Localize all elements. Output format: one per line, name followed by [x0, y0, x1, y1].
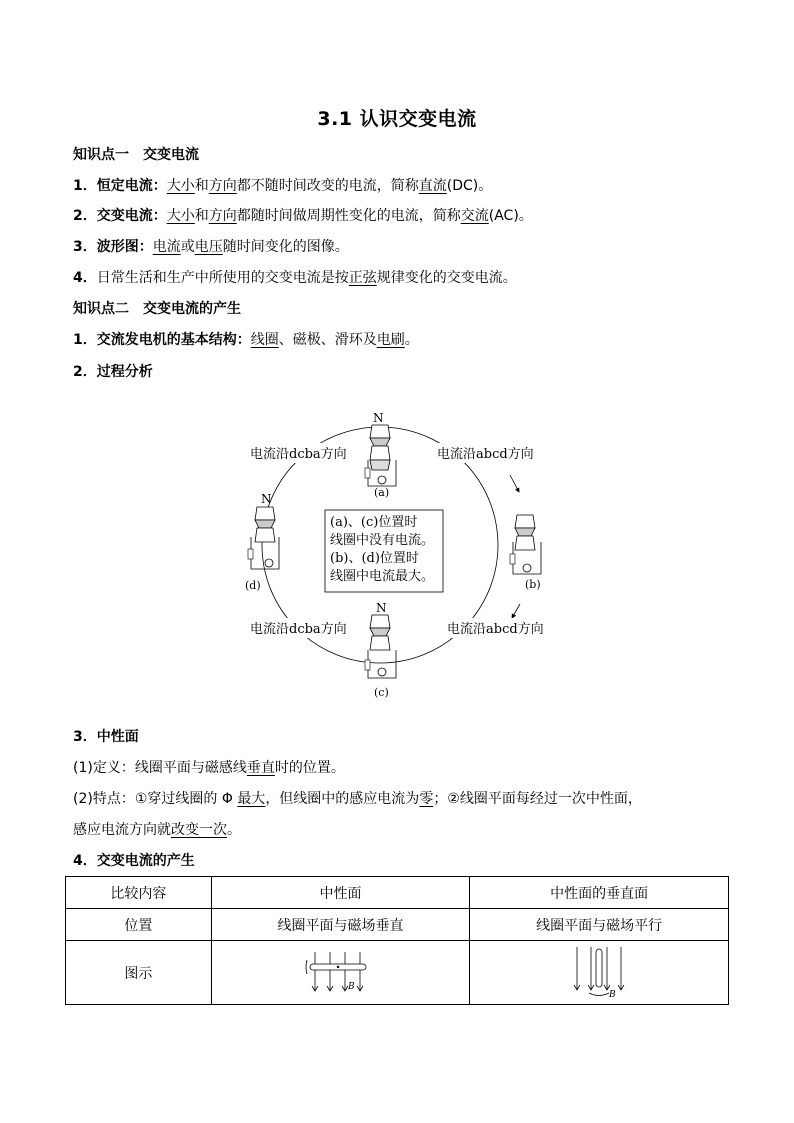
generator-a [365, 411, 396, 499]
cycle-arrow-bottom [512, 604, 520, 618]
field-label-b: B [347, 981, 355, 992]
label-current-abcd-top: 电流沿abcd方向 [437, 447, 534, 462]
paragraph-generator-structure: 1．交流发电机的基本结构：线圈、磁极、滑环及电刷。 [73, 332, 419, 348]
perpendicular-plane-figure [559, 943, 639, 999]
section-heading-3: 3．中性面 [73, 729, 139, 745]
note-line-4: 线圈中电流最大。 [330, 569, 435, 584]
table-cell: 线圈平面与磁场垂直 [211, 909, 470, 941]
note-line-2: 线圈中没有电流。 [330, 533, 435, 548]
table-header-cell: 比较内容 [66, 877, 212, 909]
paragraph-process-analysis: 2．过程分析 [73, 364, 153, 380]
generator-c-label: (c) [374, 686, 389, 699]
table-row [66, 941, 729, 1005]
table-header-row [66, 877, 729, 909]
generator-b-label: (b) [525, 578, 541, 591]
svg-text:N: N [376, 601, 387, 615]
paragraph-alternating-current: 2．交变电流：大小和方向都随时间做周期性变化的电流，简称交流(AC)。 [73, 208, 533, 224]
table-cell-figure-neutral [211, 941, 470, 1005]
svg-text:N: N [261, 492, 272, 506]
section-heading-2: 知识点二 交变电流的产生 [73, 301, 241, 317]
generator-c [365, 601, 396, 699]
table-cell-figure-perpendicular [470, 941, 729, 1005]
field-label-b: B [609, 989, 616, 999]
generator-d [245, 492, 279, 592]
note-line-3: (b)、(d)位置时 [330, 551, 419, 566]
paragraph-neutral-plane-features: (2)特点：①穿过线圈的 Φ 最大，但线圈中的感应电流为零；②线圈平面每经过一次中性面， [73, 791, 642, 807]
page-title: 3.1 认识交变电流 [317, 108, 477, 130]
label-current-abcd-bottom: 电流沿abcd方向 [447, 622, 544, 637]
label-current-dcba-bottom: 电流沿dcba方向 [250, 622, 347, 637]
comparison-table [65, 876, 729, 1005]
label-current-dcba-top: 电流沿dcba方向 [250, 447, 347, 462]
paragraph-neutral-plane-features-cont: 感应电流方向就改变一次。 [73, 822, 241, 838]
generator-b [510, 515, 541, 591]
paragraph-waveform: 3．波形图：电流或电压随时间变化的图像。 [73, 239, 349, 255]
table-header-cell: 中性面的垂直面 [470, 877, 729, 909]
table-cell: 位置 [66, 909, 212, 941]
generator-a-label: (a) [374, 486, 390, 499]
paragraph-constant-current: 1．恒定电流：大小和方向都不随时间改变的电流，简称直流(DC)。 [73, 178, 493, 194]
table-cell: 线圈平面与磁场平行 [470, 909, 729, 941]
note-line-1: (a)、(c)位置时 [330, 515, 418, 530]
table-cell: 图示 [66, 941, 212, 1005]
svg-text:N: N [373, 411, 384, 425]
section-heading-4: 4．交变电流的产生 [73, 853, 195, 869]
generator-d-label: (d) [245, 579, 261, 592]
cycle-arrow-right [510, 475, 519, 492]
section-heading-1: 知识点一 交变电流 [73, 147, 199, 163]
generator-cycle-diagram [230, 390, 570, 710]
paragraph-sine-current: 4．日常生活和生产中所使用的交变电流是按正弦规律变化的交变电流。 [73, 270, 517, 286]
neutral-plane-figure [301, 946, 381, 996]
table-row [66, 909, 729, 941]
paragraph-neutral-plane-definition: (1)定义：线圈平面与磁感线垂直时的位置。 [73, 760, 345, 776]
table-header-cell: 中性面 [211, 877, 470, 909]
